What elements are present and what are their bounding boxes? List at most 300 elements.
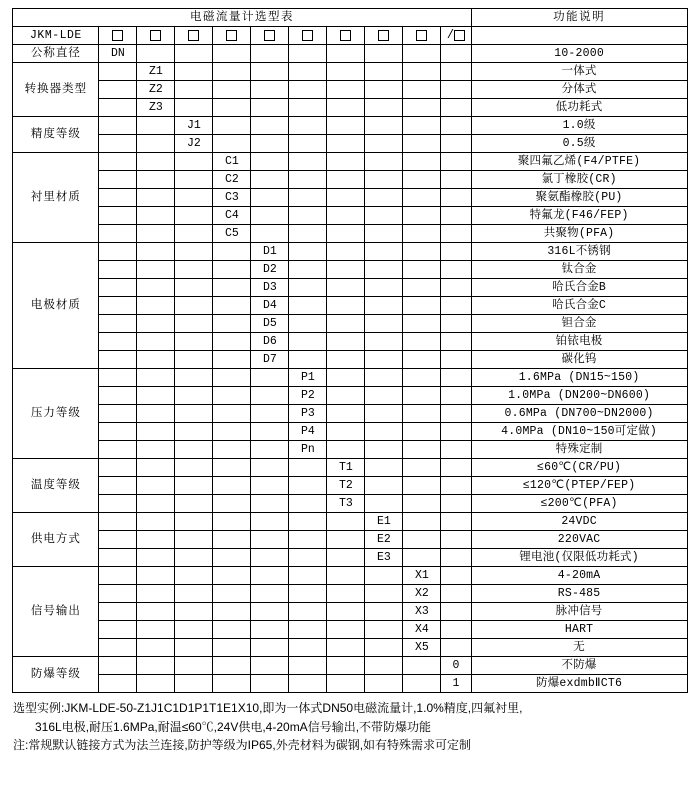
empty-cell [365,603,403,621]
empty-cell [365,135,403,153]
empty-cell [175,279,213,297]
description-cell: 锂电池(仅限低功耗式) [471,549,687,567]
checkbox-icon[interactable] [150,30,161,41]
code-cell[interactable]: D5 [251,315,289,333]
empty-cell [441,315,471,333]
selection-table [12,8,687,693]
empty-cell [251,45,289,63]
empty-cell [327,333,365,351]
empty-cell [441,189,471,207]
category-cell: 衬里材质 [13,153,99,243]
empty-cell [99,63,137,81]
empty-cell [137,171,175,189]
empty-cell [99,351,137,369]
code-cell[interactable]: C5 [213,225,251,243]
empty-cell [213,351,251,369]
empty-cell [327,387,365,405]
empty-cell [441,549,471,567]
empty-cell [327,135,365,153]
empty-cell [289,567,327,585]
checkbox-icon[interactable] [378,30,389,41]
empty-cell [441,423,471,441]
checkbox-icon[interactable] [112,30,123,41]
empty-cell [213,333,251,351]
empty-cell [137,567,175,585]
empty-cell [99,225,137,243]
empty-cell [403,477,441,495]
empty-cell [289,513,327,531]
empty-cell [289,549,327,567]
empty-cell [251,513,289,531]
table-row [13,513,687,531]
empty-cell [213,585,251,603]
model-box-cell[interactable] [365,27,403,45]
empty-cell [365,585,403,603]
empty-cell [137,531,175,549]
code-cell[interactable]: Z3 [137,99,175,117]
empty-cell [137,621,175,639]
empty-cell [327,171,365,189]
empty-cell [175,207,213,225]
code-cell[interactable]: C4 [213,207,251,225]
code-cell[interactable]: 1 [441,675,471,693]
table-row [13,153,687,171]
model-box-cell[interactable] [99,27,137,45]
empty-cell [99,99,137,117]
model-box-cell-last[interactable] [441,27,471,45]
code-cell[interactable]: Z2 [137,81,175,99]
code-cell[interactable]: P3 [289,405,327,423]
empty-cell [289,459,327,477]
empty-cell [441,621,471,639]
selection-table-body [13,9,687,693]
empty-cell [327,405,365,423]
description-cell: ≤60℃(CR/PU) [471,459,687,477]
empty-cell [365,63,403,81]
description-cell: 低功耗式 [471,99,687,117]
table-row [13,333,687,351]
code-cell[interactable]: J2 [175,135,213,153]
empty-cell [99,243,137,261]
category-cell: 供电方式 [13,513,99,567]
empty-cell [251,405,289,423]
notes-block [13,699,687,755]
empty-cell [441,639,471,657]
empty-cell [441,477,471,495]
empty-cell [365,459,403,477]
empty-cell [175,657,213,675]
empty-cell [99,297,137,315]
empty-cell [137,351,175,369]
empty-cell [327,351,365,369]
empty-cell [365,171,403,189]
table-row [13,549,687,567]
table-row [13,567,687,585]
code-cell[interactable]: C2 [213,171,251,189]
description-cell: 哈氏合金C [471,297,687,315]
table-row [13,207,687,225]
empty-cell [99,477,137,495]
empty-cell [213,369,251,387]
empty-cell [99,207,137,225]
empty-cell [251,171,289,189]
empty-cell [365,243,403,261]
table-row [13,171,687,189]
empty-cell [441,63,471,81]
description-cell: 0.6MPa (DN700~DN2000) [471,405,687,423]
empty-cell [403,315,441,333]
table-title-cell: 电磁流量计选型表 [13,9,471,27]
empty-cell [403,657,441,675]
description-cell: ≤120℃(PTEP/FEP) [471,477,687,495]
empty-cell [441,297,471,315]
empty-cell [213,243,251,261]
code-cell[interactable]: X4 [403,621,441,639]
empty-cell [99,675,137,693]
empty-cell [175,99,213,117]
empty-cell [403,351,441,369]
empty-cell [251,369,289,387]
empty-cell [403,387,441,405]
description-cell: ≤200℃(PFA) [471,495,687,513]
empty-cell [327,513,365,531]
empty-cell [213,459,251,477]
empty-cell [137,153,175,171]
description-cell: 铂铱电极 [471,333,687,351]
empty-cell [213,567,251,585]
empty-cell [403,675,441,693]
empty-cell [441,513,471,531]
code-cell[interactable]: D3 [251,279,289,297]
empty-cell [403,81,441,99]
empty-cell [175,495,213,513]
model-box-cell[interactable] [289,27,327,45]
code-cell[interactable]: D1 [251,243,289,261]
empty-cell [175,441,213,459]
model-box-cell[interactable] [175,27,213,45]
code-cell[interactable]: X5 [403,639,441,657]
empty-cell [289,675,327,693]
empty-cell [403,369,441,387]
empty-cell [251,225,289,243]
description-cell: 24VDC [471,513,687,531]
empty-cell [175,387,213,405]
empty-cell [137,207,175,225]
empty-cell [99,639,137,657]
empty-cell [441,441,471,459]
empty-cell [99,621,137,639]
empty-cell [327,45,365,63]
empty-cell [251,135,289,153]
empty-cell [137,387,175,405]
empty-cell [99,423,137,441]
empty-cell [441,369,471,387]
note-example-line2: 316L电极,耐压1.6MPa,耐温≤60℃,24V供电,4-20mA信号输出,不带防爆功能 [35,719,432,734]
empty-cell [441,171,471,189]
code-cell[interactable]: J1 [175,117,213,135]
table-row [13,135,687,153]
empty-cell [403,459,441,477]
table-row [13,621,687,639]
empty-cell [289,81,327,99]
table-row [13,585,687,603]
empty-cell [213,387,251,405]
code-cell[interactable]: E2 [365,531,403,549]
code-cell[interactable]: DN [99,45,137,63]
empty-cell [403,189,441,207]
table-row [13,261,687,279]
empty-cell [327,531,365,549]
code-cell[interactable]: X3 [403,603,441,621]
category-cell: 转换器类型 [13,63,99,117]
code-cell[interactable]: 0 [441,657,471,675]
empty-cell [137,333,175,351]
empty-cell [327,225,365,243]
empty-cell [251,531,289,549]
empty-cell [99,513,137,531]
empty-cell [441,261,471,279]
empty-cell [251,621,289,639]
category-cell: 温度等级 [13,459,99,513]
category-cell: 防爆等级 [13,657,99,693]
table-row [13,45,687,63]
empty-cell [327,657,365,675]
empty-cell [403,153,441,171]
code-cell[interactable]: T1 [327,459,365,477]
empty-cell [327,99,365,117]
description-cell: 聚四氟乙烯(F4/PTFE) [471,153,687,171]
description-cell: 分体式 [471,81,687,99]
empty-cell [137,279,175,297]
empty-cell [213,621,251,639]
table-row [13,279,687,297]
empty-cell [441,153,471,171]
empty-cell [327,117,365,135]
checkbox-icon[interactable] [226,30,237,41]
checkbox-icon[interactable] [188,30,199,41]
code-cell[interactable]: Pn [289,441,327,459]
code-cell[interactable]: C1 [213,153,251,171]
empty-cell [441,387,471,405]
empty-cell [213,639,251,657]
empty-cell [175,585,213,603]
code-cell[interactable]: D4 [251,297,289,315]
empty-cell [251,207,289,225]
empty-cell [99,531,137,549]
empty-cell [137,261,175,279]
empty-cell [403,99,441,117]
empty-cell [251,495,289,513]
empty-cell [213,279,251,297]
empty-cell [289,99,327,117]
empty-cell [289,117,327,135]
code-cell[interactable]: X2 [403,585,441,603]
description-cell: 特氟龙(F46/FEP) [471,207,687,225]
empty-cell [327,549,365,567]
code-cell[interactable]: P1 [289,369,327,387]
description-cell: RS-485 [471,585,687,603]
code-cell[interactable]: D2 [251,261,289,279]
empty-cell [403,261,441,279]
description-cell: HART [471,621,687,639]
description-cell: 一体式 [471,63,687,81]
empty-cell [289,639,327,657]
code-cell[interactable]: D7 [251,351,289,369]
empty-cell [99,567,137,585]
empty-cell [289,135,327,153]
empty-cell [289,261,327,279]
empty-cell [175,243,213,261]
empty-cell [403,135,441,153]
empty-cell [175,63,213,81]
empty-cell [403,423,441,441]
empty-cell [441,225,471,243]
empty-cell [365,153,403,171]
empty-cell [251,675,289,693]
empty-cell [327,261,365,279]
empty-cell [403,441,441,459]
empty-cell [327,639,365,657]
empty-cell [213,117,251,135]
empty-cell [213,657,251,675]
empty-cell [441,603,471,621]
empty-cell [99,495,137,513]
code-cell[interactable]: T2 [327,477,365,495]
empty-cell [175,333,213,351]
description-cell: 1.6MPa (DN15~150) [471,369,687,387]
description-cell: 脉冲信号 [471,603,687,621]
empty-cell [251,63,289,81]
empty-cell [365,387,403,405]
empty-cell [137,315,175,333]
checkbox-icon[interactable] [264,30,275,41]
empty-cell [175,675,213,693]
empty-cell [251,153,289,171]
empty-cell [289,297,327,315]
code-cell[interactable]: P2 [289,387,327,405]
empty-cell [327,567,365,585]
empty-cell [403,207,441,225]
code-cell[interactable]: Z1 [137,63,175,81]
code-cell[interactable]: T3 [327,495,365,513]
empty-cell [137,243,175,261]
table-row [13,117,687,135]
empty-cell [365,657,403,675]
empty-cell [441,585,471,603]
empty-cell [251,657,289,675]
empty-cell [327,621,365,639]
empty-cell [99,279,137,297]
empty-cell [175,531,213,549]
empty-cell [365,351,403,369]
empty-cell [175,621,213,639]
checkbox-icon[interactable] [302,30,313,41]
empty-cell [365,441,403,459]
empty-cell [137,675,175,693]
empty-cell [137,477,175,495]
table-row [13,531,687,549]
empty-cell [289,621,327,639]
empty-cell [327,585,365,603]
empty-cell [289,333,327,351]
empty-cell [289,153,327,171]
empty-cell [441,45,471,63]
empty-cell [213,315,251,333]
empty-cell [175,225,213,243]
table-row [13,423,687,441]
code-cell[interactable]: D6 [251,333,289,351]
empty-cell [213,549,251,567]
checkbox-icon[interactable] [340,30,351,41]
code-cell[interactable]: E3 [365,549,403,567]
empty-cell [251,81,289,99]
empty-cell [289,225,327,243]
empty-cell [137,405,175,423]
description-cell: 特殊定制 [471,441,687,459]
empty-cell [289,63,327,81]
empty-cell [175,423,213,441]
empty-cell [327,369,365,387]
empty-cell [213,405,251,423]
model-box-cell[interactable] [251,27,289,45]
checkbox-icon[interactable] [416,30,427,41]
model-box-cell[interactable] [213,27,251,45]
model-box-cell[interactable] [137,27,175,45]
empty-cell [403,117,441,135]
empty-cell [327,243,365,261]
empty-cell [213,423,251,441]
empty-cell [365,567,403,585]
table-row [13,189,687,207]
empty-cell [403,513,441,531]
empty-cell [441,99,471,117]
description-cell: 316L不锈钢 [471,243,687,261]
table-row [13,63,687,81]
empty-cell [403,405,441,423]
empty-cell [441,351,471,369]
code-cell[interactable]: X1 [403,567,441,585]
desc-header-cell: 功能说明 [471,9,687,27]
empty-cell [175,351,213,369]
empty-cell [289,585,327,603]
table-row [13,459,687,477]
empty-cell [175,189,213,207]
table-row [13,387,687,405]
empty-cell [175,603,213,621]
empty-cell [99,153,137,171]
description-cell: 聚氨酯橡胶(PU) [471,189,687,207]
empty-cell [213,45,251,63]
empty-cell [365,189,403,207]
code-cell[interactable]: E1 [365,513,403,531]
empty-cell [289,531,327,549]
empty-cell [365,279,403,297]
model-box-cell[interactable] [327,27,365,45]
empty-cell [137,45,175,63]
empty-cell [365,297,403,315]
empty-cell [251,423,289,441]
code-cell[interactable]: P4 [289,423,327,441]
code-cell[interactable]: C3 [213,189,251,207]
empty-cell [137,189,175,207]
empty-cell [403,333,441,351]
checkbox-icon[interactable] [454,30,465,41]
empty-cell [365,45,403,63]
table-row [13,81,687,99]
empty-cell [213,477,251,495]
model-box-cell[interactable] [403,27,441,45]
empty-cell [289,351,327,369]
